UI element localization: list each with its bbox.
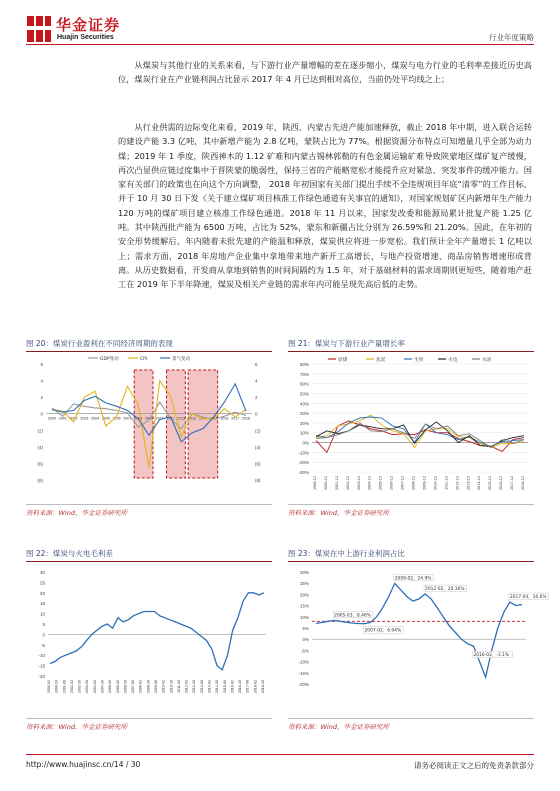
header-divider [26, 44, 534, 45]
x-tick-label: 2004 [91, 416, 100, 421]
x-tick-label: 2013-12 [466, 476, 471, 490]
y-tick-label: 30% [299, 411, 309, 417]
profit-share-line [316, 583, 522, 677]
y-tick-label: -5% [300, 648, 309, 654]
annotation-label: 2012-02，20.16% [425, 587, 465, 593]
x-tick-label: 2018-02 [253, 680, 258, 694]
x-tick-label: 2004-10 [100, 680, 105, 694]
x-tick-label: 2007-06 [131, 680, 136, 694]
paragraph-supply-demand [118, 120, 532, 292]
figure-20-source: 资料来源：Wind，华金证券研究所 [26, 509, 127, 517]
x-tick-label: 2010-12 [433, 476, 438, 490]
x-tick-label: 2015-06 [222, 680, 227, 694]
y-tick-label: -30% [298, 470, 309, 475]
x-tick-label: 2009-12 [422, 476, 427, 490]
y-tick-label: 10% [299, 430, 309, 436]
report-type-label: 行业年度策略 [489, 33, 534, 42]
y-tick-label: 30% [299, 570, 309, 575]
y-tick-label: 80% [299, 362, 309, 367]
x-tick-label: 2008 [134, 416, 143, 421]
x-tick-label: 2012-10 [192, 680, 197, 694]
y-tick-label: 5 [42, 622, 45, 627]
y2-tick-label: 4 [255, 378, 258, 384]
y-tick-label: 30 [39, 570, 45, 575]
x-tick-label: 2002-02 [69, 680, 74, 694]
x-tick-label: 2005 [101, 416, 110, 421]
x-tick-label: 2014-12 [477, 476, 482, 490]
margin-spread-line [50, 593, 264, 670]
company-logo [26, 14, 156, 48]
x-tick-label: 2011-06 [176, 680, 181, 693]
logo-mark-icon [26, 14, 52, 44]
y-tick-label: -20% [298, 460, 309, 466]
x-tick-label: 2005-12 [378, 476, 383, 490]
x-tick-label: 2009 [145, 416, 153, 421]
x-tick-label: 2014-02 [207, 680, 212, 694]
x-tick-label: 2006-12 [389, 476, 394, 490]
figure-22-source: 资料来源：Wind，华金证券研究所 [26, 723, 127, 731]
y-tick-label: 10% [299, 614, 309, 620]
figure-23-source: 资料来源：Wind，华金证券研究所 [288, 723, 389, 731]
y2-tick-label: 6 [255, 362, 258, 367]
x-tick-label: 2014 [198, 416, 207, 421]
y-tick-label: 10 [39, 611, 45, 617]
y-tick-label: 2 [40, 395, 43, 401]
y-tick-label: 15 [39, 601, 45, 607]
x-tick-label: 2007-12 [400, 476, 405, 490]
figure-21-source-divider [288, 504, 534, 505]
figure-21-chart [288, 354, 534, 504]
annotation-label: 2005-03，8.46% [334, 613, 371, 619]
x-tick-label: 2006 [112, 416, 121, 421]
x-tick-label: 2006-02 [115, 680, 120, 694]
y-tick-label: -15 [38, 663, 45, 669]
y-tick-label: -15% [298, 670, 309, 676]
x-tick-label: 2015 [209, 416, 218, 421]
legend-label: CPI [140, 357, 148, 362]
x-tick-label: 2004-12 [367, 476, 372, 490]
y2-tick-label: (2) [255, 428, 261, 434]
x-tick-label: 2010 [155, 416, 164, 421]
x-tick-label: 2013-06 [199, 680, 204, 694]
y-tick-label: 5% [302, 626, 309, 631]
x-tick-label: 2010-02 [161, 680, 166, 694]
x-tick-label: 2000-10 [54, 680, 59, 694]
y-tick-label: 0 [40, 411, 43, 417]
y2-tick-label: (4) [255, 444, 261, 450]
x-tick-label: 2001 [58, 416, 67, 421]
x-tick-label: 2003-06 [85, 680, 90, 694]
y-tick-label: -10% [298, 450, 309, 456]
x-tick-label: 2004-02 [92, 680, 97, 694]
x-tick-label: 2018-12 [521, 476, 525, 490]
x-tick-label: 2006-10 [123, 680, 128, 694]
figure-22-source-divider [26, 718, 272, 719]
annotation-label: 2017-04，16.6% [509, 595, 547, 601]
x-tick-label: 2001-12 [334, 476, 339, 490]
legend-label: 火电 [448, 358, 458, 363]
annotation-label: 2016-02，-3.1% [473, 653, 510, 659]
figure-23-source-divider [288, 718, 534, 719]
y-tick-label: 0 [42, 632, 45, 638]
y-tick-label: 60% [299, 381, 309, 387]
logo-english-name: Huajin Securities [57, 34, 114, 41]
x-tick-label: 1999-12 [313, 476, 317, 490]
x-tick-label: 2012 [177, 416, 186, 421]
x-tick-label: 2018 [242, 416, 250, 421]
figure-20-chart [26, 354, 272, 488]
y-tick-label: -20 [38, 674, 45, 679]
y-tick-label: 6 [40, 362, 43, 367]
y-tick-label: 20% [299, 592, 309, 598]
x-tick-label: 2002-10 [77, 680, 82, 694]
y-tick-label: 0% [302, 440, 309, 446]
x-tick-label: 2012-02 [184, 680, 189, 694]
legend-label: 原煤 [338, 358, 348, 363]
legend-label: 生铁 [414, 358, 424, 363]
annotation-label: 2007-02，6.94% [364, 628, 402, 634]
x-tick-label: 2000-12 [323, 476, 328, 490]
y-tick-label: 20 [39, 590, 45, 596]
annotation-label: 2009-02，24.9% [394, 576, 432, 582]
figure-22-title: 图 22：煤炭与火电毛利差 [26, 548, 272, 562]
legend-label: GDP变动 [100, 357, 119, 362]
footer-divider [26, 754, 534, 755]
x-tick-label: 2009-06 [154, 680, 158, 694]
figure-23-title: 图 23：煤炭在中上游行业利润占比 [288, 548, 534, 562]
x-tick-label: 2001-06 [62, 680, 67, 694]
y-tick-label: -20% [298, 682, 309, 687]
y-tick-label: (4) [37, 444, 43, 450]
x-tick-label: 2008-10 [146, 680, 151, 694]
y-tick-label: 20% [299, 420, 309, 426]
x-tick-label: 2015-12 [488, 476, 493, 490]
figure-22-chart [26, 564, 272, 712]
x-tick-label: 2017-12 [510, 476, 515, 490]
highlight-region [188, 370, 218, 478]
y-tick-label: 40% [299, 401, 309, 407]
paragraph-relations [118, 58, 532, 87]
y-tick-label: (6) [37, 461, 43, 467]
y-tick-label: 25 [39, 580, 45, 586]
x-tick-label: 2000 [48, 416, 56, 421]
x-tick-label: 2003 [80, 416, 89, 421]
x-tick-label: 2000-02 [47, 680, 51, 694]
y-tick-label: -10 [38, 653, 45, 659]
footer-website-link[interactable]: http://www.huajinsc.cn/14 / 30 [26, 760, 141, 769]
x-tick-label: 2017 [231, 416, 240, 421]
x-tick-label: 2017-06 [245, 680, 250, 694]
y-tick-label: (8) [37, 478, 43, 483]
x-tick-label: 2012-12 [455, 476, 460, 490]
figure-23-chart [288, 564, 547, 712]
y-tick-label: -10% [298, 659, 309, 665]
legend-label: 景气变动 [172, 357, 190, 362]
y2-tick-label: (6) [255, 461, 261, 467]
y-tick-label: 25% [299, 581, 309, 587]
y-tick-label: -5 [40, 642, 45, 648]
y-tick-label: 70% [299, 371, 309, 377]
y2-tick-label: 0 [255, 411, 258, 417]
legend-label: 焦炭 [376, 358, 386, 363]
figure-20-title: 图 20：煤炭行业盈利在不同经济周期的表现 [26, 338, 272, 352]
x-tick-label: 2002 [69, 416, 78, 421]
y-tick-label: (2) [37, 428, 43, 434]
x-tick-label: 2005-06 [108, 680, 113, 694]
x-tick-label: 2018-10 [261, 680, 265, 694]
series-line-4 [316, 423, 524, 448]
footer-disclaimer: 请务必阅读正文之后的免责条款部分 [414, 761, 534, 770]
y-tick-label: 4 [40, 378, 43, 384]
y-tick-label: 0% [302, 637, 309, 643]
x-tick-label: 2010-10 [169, 680, 174, 694]
x-tick-label: 2016 [220, 416, 229, 421]
x-tick-label: 2007 [123, 416, 132, 421]
x-tick-label: 2016-10 [238, 680, 243, 694]
figure-20-source-divider [26, 504, 272, 505]
paragraph-text: 从煤炭与其他行业的关系来看，与下游行业产量增幅的差在逐步缩小，煤炭与电力行业的毛利率差接近历史高位，煤炭行业在产业链利润占比显示 2017 年 4 月已达到相对高位，当前仍处平均线之上； [118, 60, 532, 85]
x-tick-label: 2016-12 [499, 476, 504, 490]
paragraph-text: 从行业供需的边际变化来看，2019 年，陕西、内蒙古先进产能加速释放，截止 2018 年中期，进入联合运转的建设产能 3.3 亿吨，其中新增产能为 2.8 亿吨，蒙陕占比为 77%。根据资源分布特点可知增量几乎全部为动力煤；2019 年 1 季度，陕西神木的 1.12 矿难和内蒙古锡林郭勒的有色金属运输矿难导致陕蒙地区煤矿复产缓慢，再次凸显供应链过度集中于晋陕蒙的脆弱性，保持三省的产能略宽松才能提升应对紧急、突发事件的缓冲能力。国家有关部门的政策也在向这个方向调整， 2018 年初国家有关部门提出手续不全违规项目年底“清零”的工作目标，并于 10 月 30 日下发《关于建立煤矿项目核准工作绿色通道有关事宜的通知》，对国家规划矿区内新增年生产能力 120 万吨的煤矿项目建立核准工作绿色通道。2018 年 11 月以来，国家发改委和能源局累计批复产能 1.25 亿吨。其中陕西批产能为 6500 万吨，占比为 52%，蒙东和新疆占比分别为 26.59%和 21.20%。因此，在年初的安全形势缓解后，年内随着未批先建的产能温和释放，煤炭供应将进一步宽松。我们预计全年产量增长 1 亿吨以上；需求方面，2018 年房地产企业集中拿地带来地产新开工高增长，与地产投资增速、商品房销售增速形成背离。从历史数据看，开发商从拿地到销售的时间间隔约为 1.5 年，对于基础材料的需求周期则更短些，随着地产赶工在 2019 年下半年降速，煤炭及相关产业链的需求年内可能呈现先高后低的走势。 [118, 122, 532, 290]
x-tick-label: 2002-12 [345, 476, 350, 490]
y2-tick-label: (8) [255, 478, 261, 483]
x-tick-label: 2011-12 [444, 476, 449, 490]
x-tick-label: 2008-12 [411, 476, 416, 490]
figure-21-source: 资料来源：Wind，华金证券研究所 [288, 509, 389, 517]
logo-chinese-name: 华金证券 [56, 16, 121, 34]
x-tick-label: 2011 [166, 416, 175, 421]
y2-tick-label: 2 [255, 395, 258, 401]
legend-label: 水泥 [482, 358, 492, 363]
x-tick-label: 2016-02 [230, 680, 235, 694]
x-tick-label: 2013 [188, 416, 197, 421]
x-tick-label: 2003-12 [356, 476, 361, 490]
x-tick-label: 2008-02 [138, 680, 143, 694]
page-header [0, 0, 560, 54]
y-tick-label: 50% [299, 391, 309, 397]
figure-21-title: 图 21：煤炭与下游行业产量增长率 [288, 338, 534, 352]
y-tick-label: 15% [299, 603, 309, 609]
x-tick-label: 2014-10 [215, 680, 220, 694]
